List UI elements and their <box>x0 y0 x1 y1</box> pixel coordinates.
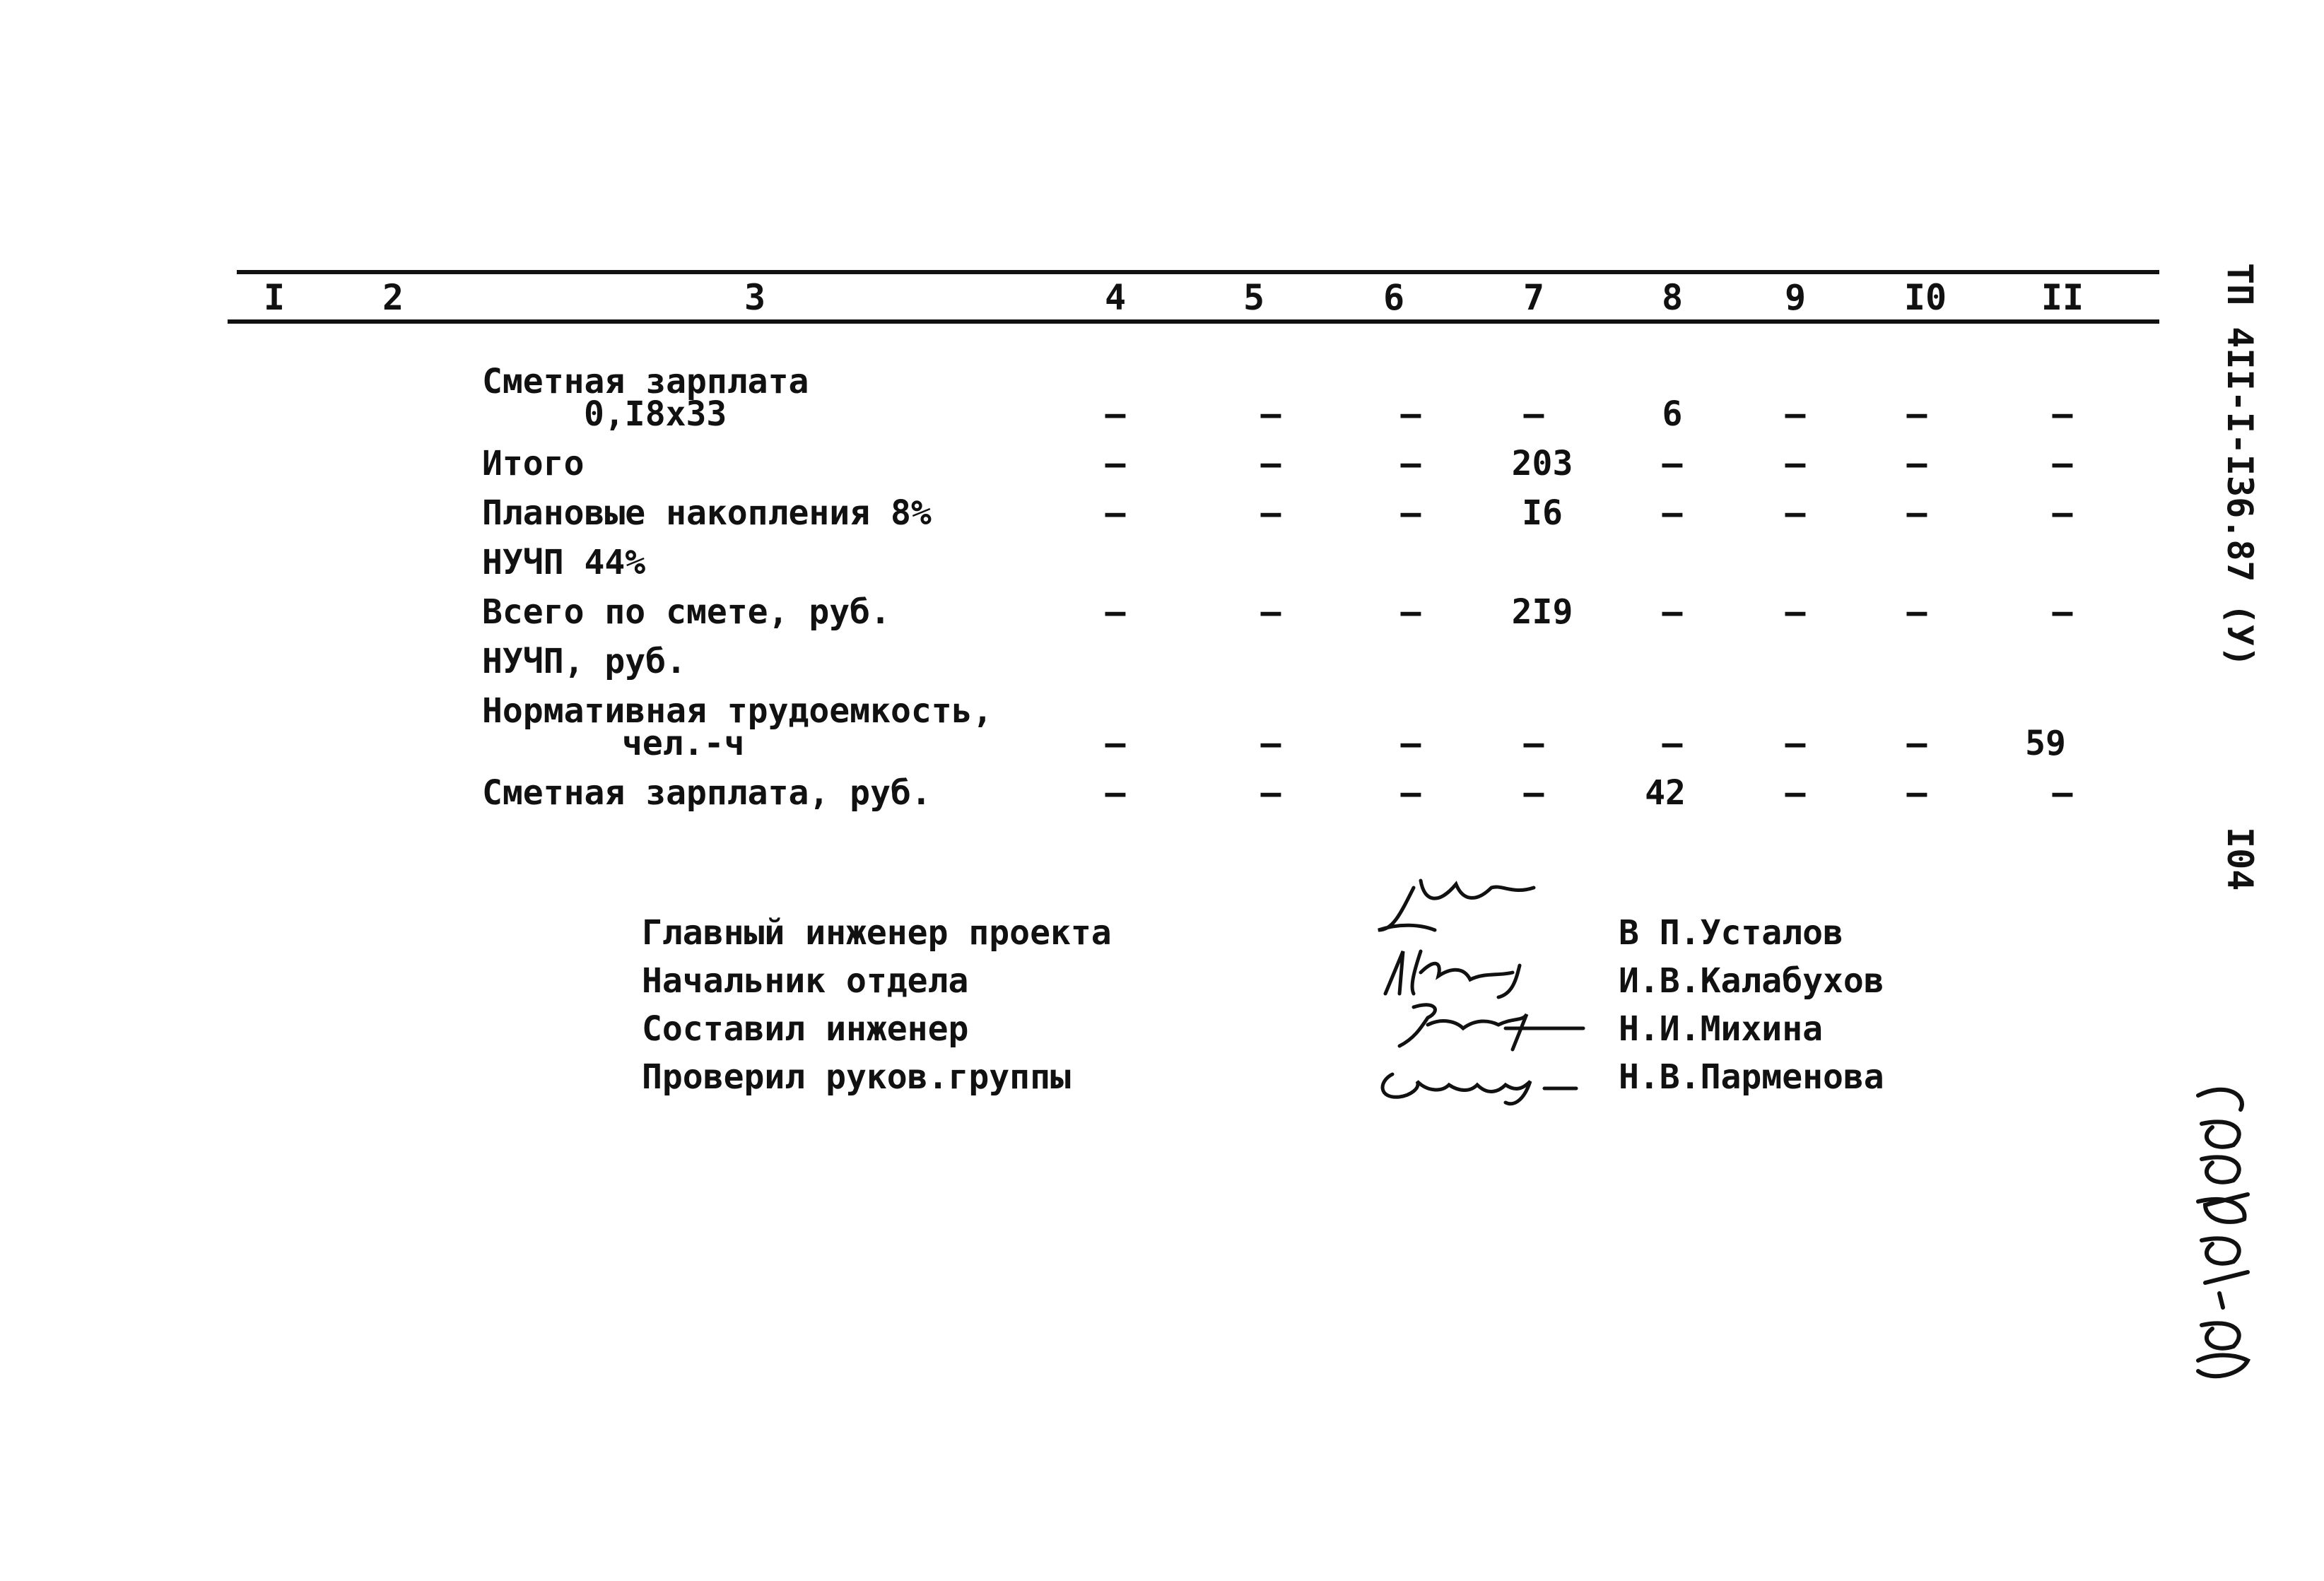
cell-col-7: – <box>1523 724 1544 763</box>
signature-name: И.В.Калабухов <box>1619 961 1884 1001</box>
column-header-8: 8 <box>1661 277 1684 318</box>
column-header-10: I0 <box>1903 277 1947 318</box>
cell-col-7: – <box>1523 773 1544 813</box>
signature-name: В П.Усталов <box>1619 913 1843 953</box>
cell-col-9: – <box>1785 592 1806 632</box>
column-header-2: 2 <box>382 277 404 318</box>
cell-col-8: – <box>1662 592 1683 632</box>
signature-role: Проверил руков.группы <box>642 1057 1071 1097</box>
cell-col-11: 59 <box>2025 724 2066 763</box>
row-label: Сметная зарплата <box>482 362 809 401</box>
table-row <box>0 442 2191 492</box>
cell-col-7: I6 <box>1522 493 1563 533</box>
row-sublabel: 0,I8x33 <box>584 394 727 434</box>
cell-col-5: – <box>1260 773 1281 813</box>
cell-col-6: – <box>1400 592 1421 632</box>
cell-col-10: – <box>1906 773 1927 813</box>
document-code: ТП 4II-I-I36.87 (У) <box>2219 263 2260 667</box>
handwritten-signature-3 <box>1371 997 1597 1053</box>
cell-col-5: – <box>1260 444 1281 483</box>
cell-col-7: – <box>1523 394 1544 434</box>
cell-col-6: – <box>1400 394 1421 434</box>
row-label: НУЧП, руб. <box>482 642 686 681</box>
column-header-1: I <box>263 277 286 318</box>
cell-col-11: – <box>2052 444 2073 483</box>
cell-col-8: – <box>1662 724 1683 763</box>
cell-col-8: 42 <box>1645 773 1686 813</box>
row-sublabel: чел.-ч <box>622 724 745 763</box>
signature-role: Главный инженер проекта <box>642 913 1112 953</box>
cell-col-5: – <box>1260 493 1281 533</box>
cell-col-4: – <box>1105 394 1126 434</box>
cell-col-10: – <box>1906 444 1927 483</box>
table-row-values <box>0 393 2191 442</box>
page-number: I04 <box>2219 827 2260 891</box>
cell-col-9: – <box>1785 394 1806 434</box>
cell-col-5: – <box>1260 394 1281 434</box>
column-header-7: 7 <box>1522 277 1545 318</box>
row-label: Итого <box>482 444 585 483</box>
cell-col-9: – <box>1785 493 1806 533</box>
column-header-5: 5 <box>1243 277 1265 318</box>
row-label: Плановые накопления 8% <box>482 493 932 533</box>
column-header-11: II <box>2041 277 2084 318</box>
handwritten-signature-2 <box>1371 944 1583 1001</box>
cell-col-11: – <box>2052 493 2073 533</box>
table-row <box>0 492 2191 541</box>
table-top-rule <box>237 270 2159 274</box>
cell-col-8: – <box>1662 493 1683 533</box>
cell-col-4: – <box>1105 444 1126 483</box>
cell-col-7: 203 <box>1511 444 1573 483</box>
cell-col-10: – <box>1906 493 1927 533</box>
signature-role: Начальник отдела <box>642 961 969 1001</box>
cell-col-11: – <box>2052 592 2073 632</box>
cell-col-11: – <box>2052 773 2073 813</box>
cell-col-5: – <box>1260 592 1281 632</box>
cell-col-6: – <box>1400 493 1421 533</box>
signature-role: Составил инженер <box>642 1009 969 1049</box>
cell-col-9: – <box>1785 444 1806 483</box>
table-row <box>0 640 2191 690</box>
cell-col-4: – <box>1105 493 1126 533</box>
cell-col-10: – <box>1906 394 1927 434</box>
table-row <box>0 772 2191 821</box>
row-label: Нормативная трудоемкость, <box>482 691 993 731</box>
table-row-values <box>0 722 2191 772</box>
cell-col-4: – <box>1105 773 1126 813</box>
table-row <box>0 591 2191 640</box>
cell-col-5: – <box>1260 724 1281 763</box>
cell-col-8: – <box>1662 444 1683 483</box>
cell-col-9: – <box>1785 773 1806 813</box>
column-header-9: 9 <box>1784 277 1807 318</box>
handwritten-signature-4 <box>1371 1053 1597 1110</box>
row-label: Сметная зарплата, руб. <box>482 773 932 813</box>
handwritten-signature-1 <box>1371 874 1583 937</box>
cell-col-4: – <box>1105 724 1126 763</box>
cell-col-9: – <box>1785 724 1806 763</box>
signature-name: Н.В.Парменова <box>1619 1057 1884 1097</box>
column-header-3: 3 <box>744 277 766 318</box>
cell-col-8: 6 <box>1662 394 1683 434</box>
signature-name: Н.И.Михина <box>1619 1009 1823 1049</box>
cell-col-6: – <box>1400 773 1421 813</box>
cell-col-11: – <box>2052 394 2073 434</box>
row-label: НУЧП 44% <box>482 543 646 582</box>
column-header-4: 4 <box>1104 277 1127 318</box>
cell-col-7: 2I9 <box>1511 592 1573 632</box>
cell-col-4: – <box>1105 592 1126 632</box>
cell-col-10: – <box>1906 592 1927 632</box>
row-label: Всего по смете, руб. <box>482 592 891 632</box>
cell-col-6: – <box>1400 724 1421 763</box>
handwritten-reference-mark <box>2184 1081 2262 1385</box>
table-header-rule <box>228 319 2159 324</box>
cell-col-6: – <box>1400 444 1421 483</box>
cell-col-10: – <box>1906 724 1927 763</box>
column-header-6: 6 <box>1383 277 1405 318</box>
table-row <box>0 541 2191 591</box>
